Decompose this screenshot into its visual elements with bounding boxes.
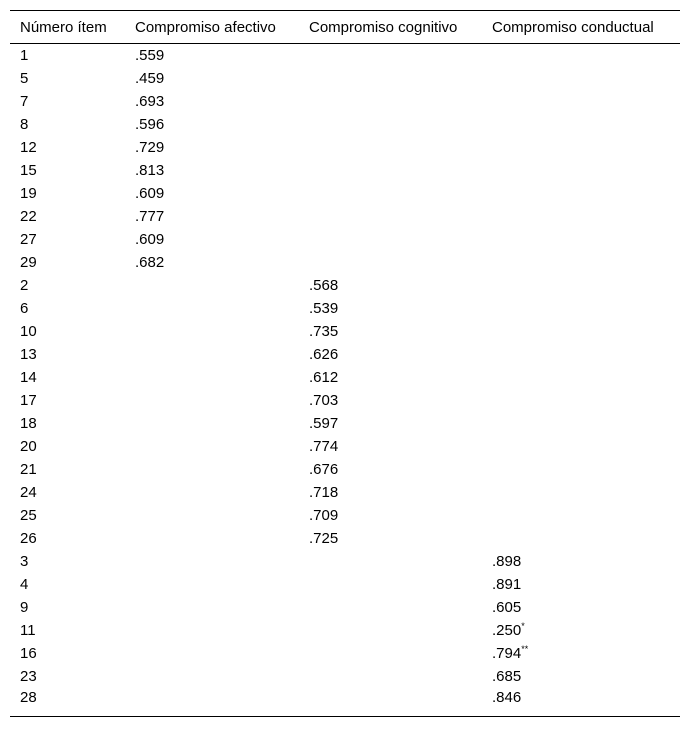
cell-numero-item-value: 18 bbox=[20, 415, 37, 432]
cell-compromiso-cognitivo-value: .725 bbox=[309, 530, 339, 547]
cell-compromiso-cognitivo bbox=[299, 205, 482, 228]
cell-numero-item-value: 19 bbox=[20, 185, 37, 202]
cell-numero-item-value: 7 bbox=[20, 93, 29, 110]
cell-compromiso-cognitivo bbox=[299, 366, 482, 389]
cell-numero-item-value: 17 bbox=[20, 392, 37, 409]
table-row bbox=[10, 435, 680, 458]
cell-compromiso-afectivo-value: .693 bbox=[135, 93, 165, 110]
cell-compromiso-conductual bbox=[482, 343, 680, 366]
table-row bbox=[10, 688, 680, 717]
cell-compromiso-cognitivo-value: .735 bbox=[309, 323, 339, 340]
cell-compromiso-afectivo-value: .609 bbox=[135, 231, 165, 248]
table-row bbox=[10, 251, 680, 274]
cell-numero-item-value: 15 bbox=[20, 162, 37, 179]
cell-compromiso-afectivo bbox=[125, 619, 299, 642]
cell-numero-item-value: 28 bbox=[20, 689, 37, 706]
cell-numero-item bbox=[10, 366, 125, 389]
cell-compromiso-cognitivo bbox=[299, 67, 482, 90]
cell-compromiso-cognitivo-value: .676 bbox=[309, 461, 339, 478]
cell-numero-item-value: 29 bbox=[20, 254, 37, 271]
table-row bbox=[10, 182, 680, 205]
header-numero-item: Número ítem bbox=[20, 18, 107, 36]
cell-numero-item-value: 16 bbox=[20, 645, 37, 662]
cell-compromiso-cognitivo bbox=[299, 481, 482, 504]
cell-numero-item bbox=[10, 596, 125, 619]
cell-compromiso-cognitivo bbox=[299, 389, 482, 412]
cell-compromiso-conductual bbox=[482, 90, 680, 113]
cell-compromiso-afectivo bbox=[125, 159, 299, 182]
cell-compromiso-conductual-value: .605 bbox=[492, 599, 522, 616]
cell-compromiso-conductual bbox=[482, 67, 680, 90]
cell-compromiso-cognitivo bbox=[299, 412, 482, 435]
cell-numero-item-value: 4 bbox=[20, 576, 29, 593]
cell-numero-item bbox=[10, 504, 125, 527]
cell-numero-item bbox=[10, 136, 125, 159]
cell-numero-item bbox=[10, 389, 125, 412]
cell-compromiso-afectivo bbox=[125, 205, 299, 228]
cell-compromiso-conductual-value: .891 bbox=[492, 576, 522, 593]
cell-numero-item-value: 20 bbox=[20, 438, 37, 455]
cell-numero-item-value: 23 bbox=[20, 668, 37, 685]
cell-numero-item bbox=[10, 458, 125, 481]
cell-compromiso-afectivo bbox=[125, 688, 299, 717]
cell-compromiso-conductual bbox=[482, 205, 680, 228]
cell-compromiso-afectivo bbox=[125, 366, 299, 389]
cell-numero-item bbox=[10, 412, 125, 435]
cell-numero-item-value: 9 bbox=[20, 599, 29, 616]
cell-numero-item bbox=[10, 251, 125, 274]
cell-compromiso-cognitivo-value: .626 bbox=[309, 346, 339, 363]
cell-compromiso-conductual bbox=[482, 182, 680, 205]
cell-compromiso-cognitivo-value: .718 bbox=[309, 484, 339, 501]
cell-compromiso-afectivo-value: .682 bbox=[135, 254, 165, 271]
cell-numero-item-value: 25 bbox=[20, 507, 37, 524]
cell-compromiso-afectivo bbox=[125, 458, 299, 481]
cell-compromiso-conductual bbox=[482, 688, 680, 717]
table-row bbox=[10, 228, 680, 251]
cell-numero-item bbox=[10, 642, 125, 665]
cell-compromiso-cognitivo bbox=[299, 113, 482, 136]
table-row bbox=[10, 205, 680, 228]
cell-numero-item bbox=[10, 665, 125, 688]
cell-compromiso-afectivo-value: .777 bbox=[135, 208, 165, 225]
cell-compromiso-afectivo bbox=[125, 435, 299, 458]
cell-compromiso-conductual bbox=[482, 481, 680, 504]
cell-compromiso-conductual bbox=[482, 366, 680, 389]
header-row bbox=[10, 11, 680, 44]
cell-compromiso-conductual bbox=[482, 251, 680, 274]
table-row bbox=[10, 159, 680, 182]
table-row bbox=[10, 642, 680, 665]
table-body bbox=[10, 44, 680, 717]
cell-numero-item bbox=[10, 435, 125, 458]
cell-compromiso-afectivo bbox=[125, 320, 299, 343]
cell-compromiso-cognitivo-value: .568 bbox=[309, 277, 339, 294]
table-row bbox=[10, 67, 680, 90]
table-row bbox=[10, 90, 680, 113]
cell-numero-item bbox=[10, 619, 125, 642]
header-compromiso-conductual: Compromiso conductual bbox=[492, 18, 654, 36]
table-row bbox=[10, 527, 680, 550]
cell-compromiso-cognitivo bbox=[299, 573, 482, 596]
cell-compromiso-afectivo bbox=[125, 665, 299, 688]
cell-compromiso-cognitivo bbox=[299, 228, 482, 251]
table-row bbox=[10, 297, 680, 320]
cell-compromiso-afectivo bbox=[125, 67, 299, 90]
table-row bbox=[10, 596, 680, 619]
cell-compromiso-cognitivo bbox=[299, 596, 482, 619]
cell-compromiso-cognitivo bbox=[299, 274, 482, 297]
cell-compromiso-conductual bbox=[482, 159, 680, 182]
cell-numero-item-value: 13 bbox=[20, 346, 37, 363]
cell-numero-item-value: 5 bbox=[20, 70, 29, 87]
cell-compromiso-cognitivo bbox=[299, 619, 482, 642]
cell-numero-item bbox=[10, 44, 125, 68]
cell-compromiso-conductual bbox=[482, 435, 680, 458]
footnote-mark: * bbox=[521, 621, 525, 631]
table-row bbox=[10, 458, 680, 481]
cell-compromiso-afectivo bbox=[125, 412, 299, 435]
cell-compromiso-conductual bbox=[482, 320, 680, 343]
cell-compromiso-afectivo-value: .729 bbox=[135, 139, 165, 156]
cell-compromiso-conductual bbox=[482, 228, 680, 251]
cell-numero-item-value: 12 bbox=[20, 139, 37, 156]
cell-compromiso-cognitivo-value: .597 bbox=[309, 415, 339, 432]
cell-compromiso-conductual bbox=[482, 113, 680, 136]
cell-compromiso-afectivo bbox=[125, 90, 299, 113]
cell-compromiso-conductual bbox=[482, 504, 680, 527]
table-row bbox=[10, 665, 680, 688]
cell-compromiso-conductual bbox=[482, 527, 680, 550]
cell-compromiso-conductual-value: .794 bbox=[492, 645, 522, 662]
cell-compromiso-cognitivo-value: .539 bbox=[309, 300, 339, 317]
cell-compromiso-afectivo bbox=[125, 136, 299, 159]
cell-numero-item-value: 26 bbox=[20, 530, 37, 547]
cell-compromiso-afectivo bbox=[125, 481, 299, 504]
cell-compromiso-afectivo bbox=[125, 182, 299, 205]
cell-compromiso-afectivo bbox=[125, 228, 299, 251]
cell-compromiso-afectivo bbox=[125, 297, 299, 320]
cell-compromiso-afectivo bbox=[125, 504, 299, 527]
cell-compromiso-cognitivo-value: .774 bbox=[309, 438, 339, 455]
cell-numero-item bbox=[10, 90, 125, 113]
cell-numero-item bbox=[10, 320, 125, 343]
cell-compromiso-afectivo-value: .559 bbox=[135, 47, 165, 64]
cell-numero-item bbox=[10, 113, 125, 136]
cell-compromiso-afectivo bbox=[125, 550, 299, 573]
cell-numero-item bbox=[10, 297, 125, 320]
table-row bbox=[10, 274, 680, 297]
table-row bbox=[10, 412, 680, 435]
cell-numero-item-value: 22 bbox=[20, 208, 37, 225]
cell-compromiso-conductual bbox=[482, 665, 680, 688]
footnote-mark: ** bbox=[521, 644, 529, 654]
factor-loadings-table bbox=[10, 10, 680, 717]
cell-numero-item bbox=[10, 228, 125, 251]
cell-compromiso-cognitivo bbox=[299, 136, 482, 159]
cell-compromiso-cognitivo bbox=[299, 320, 482, 343]
cell-compromiso-afectivo bbox=[125, 274, 299, 297]
cell-compromiso-afectivo-value: .596 bbox=[135, 116, 165, 133]
cell-numero-item bbox=[10, 182, 125, 205]
cell-compromiso-cognitivo bbox=[299, 343, 482, 366]
cell-compromiso-conductual bbox=[482, 297, 680, 320]
table-row bbox=[10, 619, 680, 642]
cell-compromiso-cognitivo-value: .703 bbox=[309, 392, 339, 409]
cell-compromiso-conductual bbox=[482, 412, 680, 435]
cell-numero-item bbox=[10, 573, 125, 596]
cell-compromiso-cognitivo-value: .612 bbox=[309, 369, 339, 386]
cell-compromiso-conductual-value: .685 bbox=[492, 668, 522, 685]
cell-compromiso-cognitivo bbox=[299, 504, 482, 527]
cell-compromiso-conductual-value: .250 bbox=[492, 622, 522, 639]
table-row bbox=[10, 573, 680, 596]
cell-compromiso-cognitivo bbox=[299, 297, 482, 320]
table-row bbox=[10, 504, 680, 527]
table-container bbox=[10, 10, 680, 717]
cell-compromiso-afectivo bbox=[125, 573, 299, 596]
header-compromiso-afectivo: Compromiso afectivo bbox=[135, 18, 276, 36]
cell-compromiso-cognitivo bbox=[299, 642, 482, 665]
table-row bbox=[10, 136, 680, 159]
table-row bbox=[10, 113, 680, 136]
cell-numero-item bbox=[10, 481, 125, 504]
cell-compromiso-conductual bbox=[482, 619, 680, 642]
cell-compromiso-afectivo bbox=[125, 527, 299, 550]
cell-compromiso-cognitivo bbox=[299, 688, 482, 717]
cell-compromiso-conductual-value: .898 bbox=[492, 553, 522, 570]
cell-compromiso-cognitivo bbox=[299, 527, 482, 550]
table-row bbox=[10, 44, 680, 68]
cell-numero-item-value: 2 bbox=[20, 277, 29, 294]
cell-compromiso-cognitivo bbox=[299, 251, 482, 274]
cell-numero-item-value: 3 bbox=[20, 553, 29, 570]
cell-numero-item-value: 27 bbox=[20, 231, 37, 248]
cell-compromiso-afectivo bbox=[125, 642, 299, 665]
cell-numero-item bbox=[10, 688, 125, 717]
cell-compromiso-conductual bbox=[482, 596, 680, 619]
cell-numero-item-value: 1 bbox=[20, 47, 29, 64]
cell-compromiso-conductual bbox=[482, 136, 680, 159]
cell-compromiso-afectivo bbox=[125, 251, 299, 274]
table-row bbox=[10, 366, 680, 389]
cell-numero-item bbox=[10, 205, 125, 228]
cell-numero-item-value: 24 bbox=[20, 484, 37, 501]
cell-compromiso-conductual bbox=[482, 550, 680, 573]
table-row bbox=[10, 343, 680, 366]
cell-compromiso-cognitivo bbox=[299, 182, 482, 205]
table-row bbox=[10, 320, 680, 343]
cell-numero-item-value: 21 bbox=[20, 461, 37, 478]
cell-compromiso-afectivo bbox=[125, 113, 299, 136]
cell-compromiso-cognitivo bbox=[299, 90, 482, 113]
cell-numero-item bbox=[10, 550, 125, 573]
cell-compromiso-cognitivo bbox=[299, 435, 482, 458]
cell-numero-item-value: 10 bbox=[20, 323, 37, 340]
cell-compromiso-afectivo bbox=[125, 343, 299, 366]
cell-numero-item bbox=[10, 274, 125, 297]
cell-compromiso-afectivo bbox=[125, 44, 299, 68]
cell-compromiso-cognitivo bbox=[299, 458, 482, 481]
cell-compromiso-cognitivo-value: .709 bbox=[309, 507, 339, 524]
cell-numero-item-value: 8 bbox=[20, 116, 29, 133]
header-compromiso-cognitivo: Compromiso cognitivo bbox=[309, 18, 458, 36]
cell-compromiso-cognitivo bbox=[299, 44, 482, 68]
cell-compromiso-cognitivo bbox=[299, 159, 482, 182]
table-row bbox=[10, 481, 680, 504]
cell-numero-item-value: 14 bbox=[20, 369, 37, 386]
table-row bbox=[10, 389, 680, 412]
table-row bbox=[10, 550, 680, 573]
cell-compromiso-afectivo bbox=[125, 596, 299, 619]
cell-compromiso-afectivo bbox=[125, 389, 299, 412]
cell-numero-item-value: 6 bbox=[20, 300, 29, 317]
cell-numero-item-value: 11 bbox=[20, 622, 36, 639]
cell-compromiso-afectivo-value: .459 bbox=[135, 70, 165, 87]
table-header bbox=[10, 11, 680, 44]
cell-compromiso-conductual bbox=[482, 274, 680, 297]
cell-compromiso-conductual bbox=[482, 458, 680, 481]
cell-numero-item bbox=[10, 527, 125, 550]
cell-compromiso-conductual-value: .846 bbox=[492, 689, 522, 706]
cell-compromiso-afectivo-value: .813 bbox=[135, 162, 165, 179]
cell-compromiso-conductual bbox=[482, 573, 680, 596]
cell-numero-item bbox=[10, 343, 125, 366]
cell-numero-item bbox=[10, 67, 125, 90]
cell-compromiso-conductual bbox=[482, 389, 680, 412]
cell-numero-item bbox=[10, 159, 125, 182]
cell-compromiso-cognitivo bbox=[299, 665, 482, 688]
cell-compromiso-cognitivo bbox=[299, 550, 482, 573]
cell-compromiso-conductual bbox=[482, 642, 680, 665]
cell-compromiso-afectivo-value: .609 bbox=[135, 185, 165, 202]
cell-compromiso-conductual bbox=[482, 44, 680, 68]
